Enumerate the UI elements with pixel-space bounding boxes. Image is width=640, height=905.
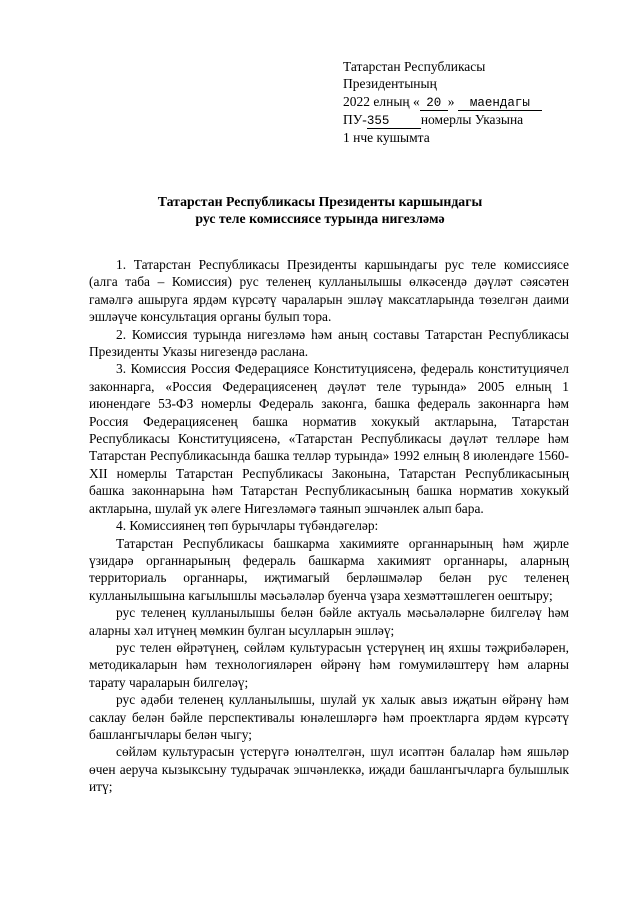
header-number-line (343, 111, 603, 129)
task-item-1: Татарстан Республикасы башкарма хакимияте органнарының һәм җирле үзидарә органнарының федераль башкарма хакимият органнары, аларның территориаль органнары, иҗтимагый берләшмәләр белән рус теленең кулланылышына кагылышлы мәсьәләләр буенча үзара хезмәттәшлеген оештыру; (89, 535, 569, 603)
paragraph-4: 4. Комиссиянең төп бурычлары түбәндәгеләр: (116, 518, 379, 534)
decree-month: маендагы (458, 97, 542, 111)
task-item-4: рус әдәби теленең кулланылышы, шулай ук халык авыз иҗатын өйрәнү һәм саклау белән бәйле перспективалы юнәлешләргә һәм проектларга ярдәм күрсәтү башлангычлары белән чыгу; (89, 692, 569, 742)
title-line-1: Татарстан Республикасы Президенты каршындагы (157, 194, 483, 209)
header-number-suffix: номерлы Указына (420, 111, 524, 127)
decree-day: 20 (420, 97, 448, 111)
task-item-5: сөйләм культурасын үстерүгә юнәлтелгән, шул исәптән балалар һәм яшьләр өчен аеруча кызыксыну тудырачак эшчәнлеккә, иҗади башлангычларга булышлык итү; (89, 744, 569, 795)
document-title (80, 193, 560, 227)
header-date-prefix: 2022 елның « (343, 93, 420, 109)
appendix-header (343, 58, 603, 146)
paragraph-1: 1. Татарстан Республикасы Президенты каршындагы рус теле комиссиясе (алга таба – Комиссия) рус теленең кулланылышы өлкәсендә дәүләт сәясәтен гамәлгә ашыруга ярдәм күрсәтү чараларын эшләү максатларында төзелгән даими эшләүче консультация органы булып тора. (89, 257, 569, 325)
header-date-line (343, 93, 603, 111)
header-line-1: Татарстан Республикасы (343, 59, 486, 74)
paragraph-3: 3. Комиссия Россия Федерациясе Конституциясенә, федераль конституциячел законнарга, «Россия Федерациясенең дәүләт теле турында» 2005 елның 1 июнендәге 53-ФЗ номерлы Федераль законга, башка федераль законнарга һәм Россия Федерациясенең башка норматив хокукый актларына, Татарстан Республикасы Конституциясенә, «Татарстан Республикасы дәүләт телләре һәм Татарстан Республикасында башка телләр турында» 1992 елның 8 июлендәге 1560-XII номерлы Татарстан Республикасы Законына, Татарстан Республикасының башка законнарына һәм Татарстан Республикасының башка норматив хокукый актларына, шулай ук әлеге Нигезләмәгә таянып эшчәнлек алып бара. (89, 361, 569, 516)
paragraph-2: 2. Комиссия турында нигезләмә һәм аның составы Татарстан Республикасы Президенты Указы нигезендә раслана. (89, 326, 569, 360)
task-item-3: рус телен өйрәтүнең, сөйләм культурасын үстерүнең иң яхшы тәҗрибәләрен, методикаларын һәм технологияләрен өйрәнү һәм гомумиләштерү һәм аларны тарату чараларын билгеләү; (89, 639, 569, 690)
title-line-2: рус теле комиссиясе турында нигезләмә (195, 211, 445, 226)
header-date-mid: » (447, 93, 455, 109)
document-body (89, 256, 569, 796)
header-number-prefix: ПУ- (343, 111, 367, 127)
task-item-2: рус теленең кулланылышы белән бәйле актуаль мәсьәләләрне билгеләү һәм аларны хәл итүнең мөмкин булган ысулларын эшләү; (89, 605, 569, 638)
header-line-5: 1 нче кушымта (343, 129, 430, 145)
header-line-2: Президентының (343, 76, 437, 92)
decree-number: 355 (367, 115, 421, 129)
